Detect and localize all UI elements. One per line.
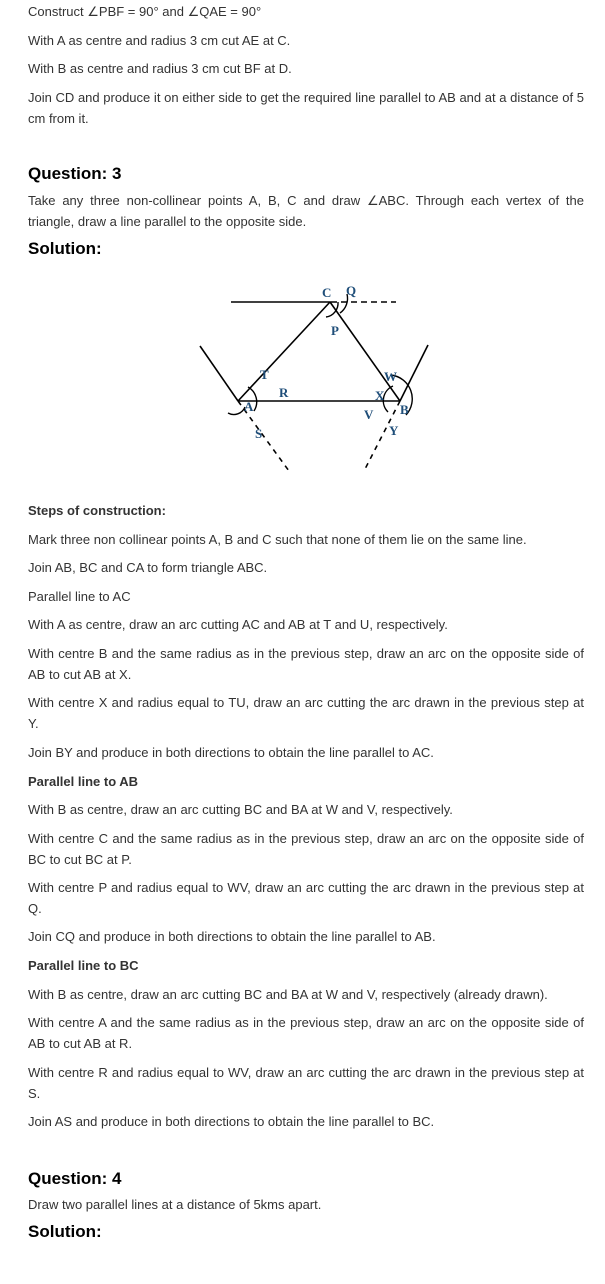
step-bc-4: Join AS and produce in both directions to obtain the line parallel to BC.	[28, 1114, 435, 1129]
step-ab-4: Join CQ and produce in both directions to obtain the line parallel to AB.	[28, 929, 436, 944]
subheading-parallel-ab: Parallel line to AB	[28, 774, 139, 789]
label-r: R	[279, 385, 289, 400]
step-ab-1: With B as centre, draw an arc cutting BC and BA at W and V, respectively.	[28, 802, 453, 817]
step-2: Join AB, BC and CA to form triangle ABC.	[28, 560, 268, 575]
label-v: V	[364, 407, 374, 422]
question-4-heading: Question: 4	[28, 1169, 122, 1188]
intro-line-2: With A as centre and radius 3 cm cut AE at C.	[28, 33, 291, 48]
label-q: Q	[346, 283, 357, 298]
question-4-solution-label: Solution:	[28, 1222, 102, 1241]
line-through-a-solid	[200, 346, 238, 401]
steps-title: Steps of construction:	[28, 503, 166, 518]
arc-at-a-lower	[228, 407, 245, 415]
triangle-construction-figure	[188, 275, 438, 475]
label-s: S	[255, 426, 263, 441]
label-x: X	[375, 388, 385, 403]
intro-line-3: With B as centre and radius 3 cm cut BF at D.	[28, 61, 292, 76]
intro-line-4: Join CD and produce it on either side to get the required line parallel to AB and at a distance of 5 cm from it.	[28, 90, 584, 126]
step-6: With centre X and radius equal to TU, draw an arc cutting the arc drawn in the previous step at Y.	[28, 695, 584, 731]
step-4: With A as centre, draw an arc cutting AC and AB at T and U, respectively.	[28, 617, 448, 632]
label-p: P	[331, 323, 339, 338]
label-y: Y	[389, 423, 399, 438]
label-b: B	[400, 402, 409, 417]
step-bc-3: With centre R and radius equal to WV, draw an arc cutting the arc drawn in the previous step at S.	[28, 1065, 584, 1101]
line-through-b-solid	[400, 345, 428, 401]
question-3-heading: Question: 3	[28, 164, 122, 183]
step-ab-3: With centre P and radius equal to WV, draw an arc cutting the arc drawn in the previous step at Q.	[28, 880, 584, 916]
question-3-text: Take any three non-collinear points A, B, C and draw ∠ABC. Through each vertex of the triangle, draw a line parallel to the opposite side.	[28, 193, 584, 229]
step-7: Join BY and produce in both directions to obtain the line parallel to AC.	[28, 745, 434, 760]
label-a: A	[244, 399, 254, 414]
side-bc	[330, 302, 400, 401]
intro-line-1: Construct ∠PBF = 90° and ∠QAE = 90°	[28, 4, 262, 19]
step-5: With centre B and the same radius as in the previous step, draw an arc on the opposite side of AB to cut AB at X.	[28, 646, 584, 682]
step-1: Mark three non collinear points A, B and C such that none of them lie on the same line.	[28, 532, 527, 547]
step-bc-1: With B as centre, draw an arc cutting BC and BA at W and V, respectively (already drawn).	[28, 987, 548, 1002]
question-4-text: Draw two parallel lines at a distance of 5kms apart.	[28, 1197, 322, 1212]
subheading-parallel-bc: Parallel line to BC	[28, 958, 139, 973]
label-w: W	[384, 369, 397, 384]
step-3: Parallel line to AC	[28, 589, 131, 604]
step-bc-2: With centre A and the same radius as in the previous step, draw an arc on the opposite side of AB to cut AB at R.	[28, 1015, 584, 1051]
label-t: T	[260, 367, 269, 382]
step-ab-2: With centre C and the same radius as in the previous step, draw an arc on the opposite side of BC to cut BC at P.	[28, 831, 584, 867]
label-c: C	[322, 285, 332, 300]
question-3-solution-label: Solution:	[28, 239, 102, 258]
